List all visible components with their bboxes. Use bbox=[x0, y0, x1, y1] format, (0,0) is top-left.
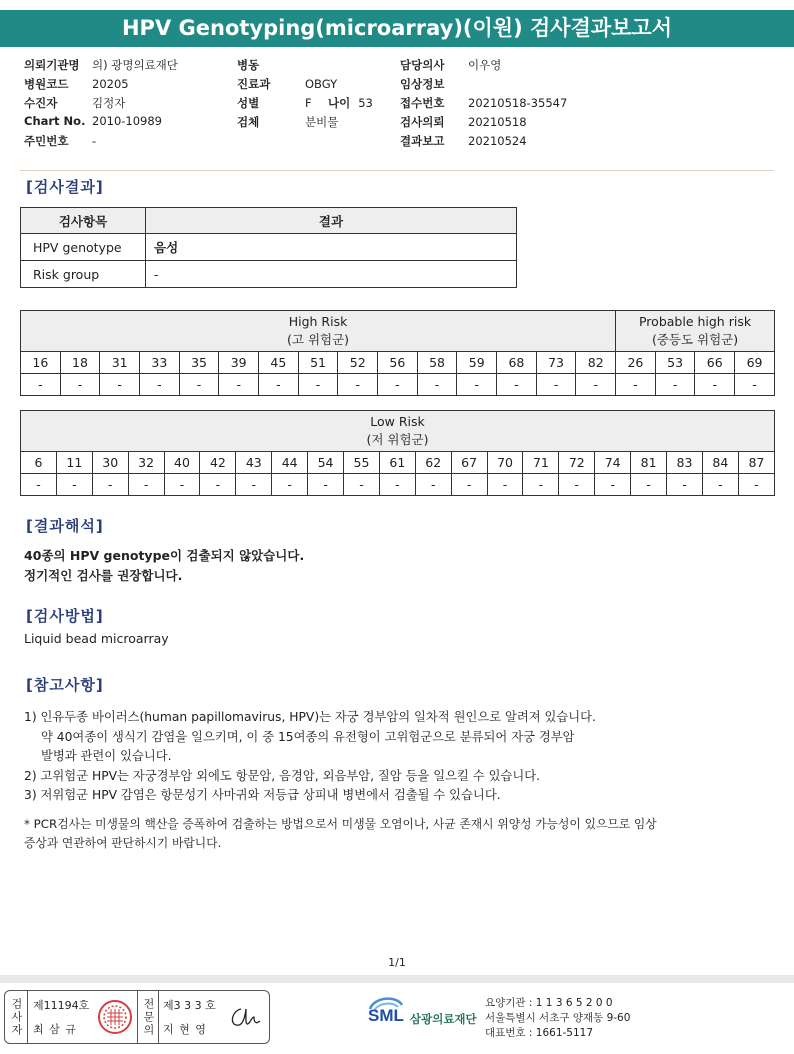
age-label: 나이 bbox=[328, 96, 351, 110]
genotype-cell: 6 bbox=[21, 452, 57, 474]
genotype-cell: 67 bbox=[451, 452, 487, 474]
header-field bbox=[24, 133, 96, 149]
org-info-line: 서울특별시 서초구 양재동 9-60 bbox=[485, 1012, 631, 1024]
genotype-result: - bbox=[236, 474, 272, 496]
header-field-value: 20210524 bbox=[468, 134, 527, 148]
genotype-cell: 87 bbox=[738, 452, 774, 474]
header-field-label: 검체 bbox=[237, 115, 260, 129]
header-field-value: 분비물 bbox=[305, 115, 339, 129]
genotype-cell: 74 bbox=[595, 452, 631, 474]
genotype-result: - bbox=[576, 374, 616, 396]
genotype-result: - bbox=[667, 474, 703, 496]
header-field bbox=[237, 114, 338, 130]
genotype-cell: 82 bbox=[576, 352, 616, 374]
probable-risk-sublabel: (중등도 위험군) bbox=[651, 332, 739, 347]
genotype-cell: 35 bbox=[179, 352, 219, 374]
signature-icon bbox=[227, 1003, 263, 1033]
header-field-value: OBGY bbox=[305, 77, 338, 91]
genotype-cell: 70 bbox=[487, 452, 523, 474]
genotype-result: - bbox=[100, 374, 140, 396]
note-line: 발병과 관련이 있습니다. bbox=[41, 749, 172, 763]
header-field-label: 검사의뢰 bbox=[400, 115, 445, 129]
age-value: 53 bbox=[358, 96, 373, 110]
report-title: HPV Genotyping(microarray)(이원) 검사결과보고서 bbox=[0, 10, 794, 47]
header-field-value: 20210518 bbox=[468, 115, 527, 129]
genotype-cell: 59 bbox=[457, 352, 497, 374]
header-field-label: 병원코드 bbox=[24, 77, 69, 91]
genotype-cell: 42 bbox=[200, 452, 236, 474]
low-risk-header bbox=[21, 411, 775, 452]
genotype-result: - bbox=[272, 474, 308, 496]
genotype-cell: 84 bbox=[702, 452, 738, 474]
footer-band bbox=[0, 975, 794, 983]
probable-risk-label: Probable high risk bbox=[638, 314, 752, 329]
high-risk-label: High Risk bbox=[288, 314, 348, 329]
header-field bbox=[24, 114, 162, 128]
specialist-no: 제3 3 3 호 bbox=[163, 999, 216, 1012]
genotype-cell: 51 bbox=[298, 352, 338, 374]
interpretation-line: 정기적인 검사를 권장합니다. bbox=[24, 568, 183, 583]
genotype-result: - bbox=[451, 474, 487, 496]
result-item: Risk group bbox=[21, 261, 146, 288]
header-field bbox=[400, 114, 527, 130]
org-info-line: 대표번호 : 1661-5117 bbox=[485, 1027, 594, 1039]
header-field bbox=[24, 76, 129, 92]
result-value: - bbox=[146, 261, 517, 288]
genotype-cell: 18 bbox=[60, 352, 100, 374]
genotype-cell: 56 bbox=[378, 352, 418, 374]
header-field-value: 이우영 bbox=[468, 58, 502, 72]
genotype-cell: 66 bbox=[695, 352, 735, 374]
genotype-result: - bbox=[259, 374, 299, 396]
header-field-label: 병동 bbox=[237, 58, 260, 72]
genotype-cell: 11 bbox=[56, 452, 92, 474]
org-name: 삼광의료재단 bbox=[410, 1012, 477, 1026]
genotype-cell: 55 bbox=[344, 452, 380, 474]
examiner-no: 제11194호 bbox=[33, 999, 90, 1012]
genotype-result: - bbox=[60, 374, 100, 396]
header-field bbox=[237, 76, 337, 92]
genotype-cell: 83 bbox=[667, 452, 703, 474]
genotype-result: - bbox=[417, 374, 457, 396]
low-risk-sublabel: (저 위험군) bbox=[366, 432, 429, 447]
genotype-result: - bbox=[179, 374, 219, 396]
org-info bbox=[485, 996, 630, 1041]
section-result-title: [검사결과] bbox=[26, 178, 104, 196]
specialist-label: 전문의 bbox=[137, 991, 159, 1043]
page-number: 1/1 bbox=[388, 956, 406, 969]
genotype-result: - bbox=[631, 474, 667, 496]
genotype-result: - bbox=[344, 474, 380, 496]
genotype-result: - bbox=[308, 474, 344, 496]
genotype-cell: 73 bbox=[536, 352, 576, 374]
header-field-label: 주민번호 bbox=[24, 134, 69, 148]
genotype-result: - bbox=[56, 474, 92, 496]
genotype-result: - bbox=[140, 374, 180, 396]
section-notes-title: [참고사항] bbox=[26, 676, 104, 694]
genotype-cell: 26 bbox=[616, 352, 656, 374]
genotype-result: - bbox=[92, 474, 128, 496]
genotype-cell: 71 bbox=[523, 452, 559, 474]
high-risk-header bbox=[21, 311, 616, 352]
genotype-cell: 43 bbox=[236, 452, 272, 474]
header-field-value: - bbox=[92, 134, 97, 148]
header-field-label: 진료과 bbox=[237, 77, 271, 91]
interpretation-text bbox=[24, 546, 304, 586]
genotype-cell: 44 bbox=[272, 452, 308, 474]
header-field-label: 수진자 bbox=[24, 96, 58, 110]
genotype-result: - bbox=[457, 374, 497, 396]
result-table bbox=[20, 207, 517, 288]
header-field-label: Chart No. bbox=[24, 114, 86, 128]
footnote bbox=[24, 815, 657, 853]
genotype-cell: 62 bbox=[415, 452, 451, 474]
genotype-result: - bbox=[735, 374, 775, 396]
genotype-result: - bbox=[378, 374, 418, 396]
header-field-value: 20205 bbox=[92, 77, 129, 91]
divider bbox=[20, 170, 774, 171]
genotype-cell: 54 bbox=[308, 452, 344, 474]
footnote-line: 증상과 연관하여 판단하시기 바랍니다. bbox=[24, 836, 222, 850]
header-field-label: 담당의사 bbox=[400, 58, 445, 72]
header-field-value: F bbox=[305, 96, 312, 110]
header-field bbox=[400, 95, 567, 111]
header-field bbox=[400, 57, 501, 73]
note-line: 약 40여종이 생식기 감염을 일으키며, 이 중 15여종의 유전형이 고위험군으로 분류되어 자궁 경부암 bbox=[41, 729, 575, 744]
genotype-result: - bbox=[655, 374, 695, 396]
genotype-cell: 53 bbox=[655, 352, 695, 374]
header-field-value: 의) 광명의료재단 bbox=[92, 58, 178, 72]
probable-risk-header bbox=[616, 311, 775, 352]
genotype-result: - bbox=[695, 374, 735, 396]
genotype-result: - bbox=[559, 474, 595, 496]
genotype-result: - bbox=[738, 474, 774, 496]
genotype-cell: 31 bbox=[100, 352, 140, 374]
genotype-cell: 52 bbox=[338, 352, 378, 374]
header-field bbox=[24, 95, 125, 111]
genotype-cell: 72 bbox=[559, 452, 595, 474]
specialist-name: 지 현 영 bbox=[163, 1023, 207, 1036]
genotype-result: - bbox=[415, 474, 451, 496]
result-header-item: 검사항목 bbox=[21, 208, 146, 234]
genotype-result: - bbox=[298, 374, 338, 396]
footnote-line: * PCR검사는 미생물의 핵산을 증폭하여 검출하는 방법으로서 미생물 오염이나, 사균 존재시 위양성 가능성이 있으므로 임상 bbox=[24, 817, 657, 831]
low-risk-label: Low Risk bbox=[370, 414, 425, 429]
genotype-result: - bbox=[21, 374, 61, 396]
header-field bbox=[24, 57, 178, 73]
table-row bbox=[21, 261, 517, 288]
header-info bbox=[24, 57, 774, 152]
examiner-label: 검사자 bbox=[5, 991, 28, 1043]
examiner-name: 최 삼 규 bbox=[33, 1023, 77, 1036]
genotype-result: - bbox=[523, 474, 559, 496]
note-line: 2) 고위험군 HPV는 자궁경부암 외에도 항문암, 음경암, 외음부암, 질암 등을 일으킬 수 있습니다. bbox=[24, 768, 540, 783]
genotype-result: - bbox=[219, 374, 259, 396]
genotype-cell: 39 bbox=[219, 352, 259, 374]
header-field bbox=[237, 57, 305, 73]
header-field-label: 접수번호 bbox=[400, 96, 445, 110]
section-interpretation-title: [결과해석] bbox=[26, 517, 104, 535]
header-field bbox=[237, 95, 312, 111]
note-line: 3) 저위험군 HPV 감염은 항문성기 사마귀와 저등급 상피내 병변에서 검출될 수 있습니다. bbox=[24, 788, 501, 802]
header-field-label: 결과보고 bbox=[400, 134, 445, 148]
genotype-result: - bbox=[536, 374, 576, 396]
genotype-cell: 32 bbox=[128, 452, 164, 474]
table-row bbox=[21, 234, 517, 261]
interpretation-line: 40종의 HPV genotype이 검출되지 않았습니다. bbox=[24, 548, 305, 563]
genotype-result: - bbox=[200, 474, 236, 496]
header-field-value: 20210518-35547 bbox=[468, 96, 568, 110]
header-field bbox=[400, 76, 468, 92]
genotype-cell: 45 bbox=[259, 352, 299, 374]
genotype-result: - bbox=[164, 474, 200, 496]
header-field-value: 김정자 bbox=[92, 96, 126, 110]
genotype-cell: 81 bbox=[631, 452, 667, 474]
genotype-result: - bbox=[497, 374, 537, 396]
result-item: HPV genotype bbox=[21, 234, 146, 261]
genotype-cell: 30 bbox=[92, 452, 128, 474]
header-field-label: 성별 bbox=[237, 96, 260, 110]
notes-text bbox=[24, 708, 596, 806]
genotype-result: - bbox=[487, 474, 523, 496]
header-field bbox=[400, 133, 527, 149]
genotype-result: - bbox=[702, 474, 738, 496]
result-value: 음성 bbox=[146, 234, 517, 261]
seal-stamp-icon bbox=[97, 999, 133, 1035]
method-text: Liquid bead microarray bbox=[24, 631, 169, 646]
note-line: 1) 인유두종 바이러스(human papillomavirus, HPV)는 자궁 경부암의 일차적 원인으로 알려져 있습니다. bbox=[24, 710, 596, 724]
section-method-title: [검사방법] bbox=[26, 607, 104, 625]
header-field-value: 2010-10989 bbox=[92, 114, 162, 128]
genotype-cell: 61 bbox=[379, 452, 415, 474]
genotype-result: - bbox=[595, 474, 631, 496]
header-field-label: 의뢰기관명 bbox=[24, 58, 80, 72]
genotype-result: - bbox=[338, 374, 378, 396]
header-field-label: 임상정보 bbox=[400, 77, 445, 91]
sml-logo-text: SML bbox=[368, 1006, 404, 1025]
genotype-cell: 16 bbox=[21, 352, 61, 374]
signature-box bbox=[4, 990, 270, 1044]
genotype-result: - bbox=[616, 374, 656, 396]
genotype-result: - bbox=[379, 474, 415, 496]
org-info-line: 요양기관 : 1 1 3 6 5 2 0 0 bbox=[485, 997, 613, 1009]
genotype-cell: 33 bbox=[140, 352, 180, 374]
genotype-cell: 69 bbox=[735, 352, 775, 374]
result-header-value: 결과 bbox=[146, 208, 517, 234]
high-risk-table bbox=[20, 310, 775, 396]
genotype-cell: 58 bbox=[417, 352, 457, 374]
low-risk-table bbox=[20, 410, 775, 496]
genotype-cell: 68 bbox=[497, 352, 537, 374]
genotype-cell: 40 bbox=[164, 452, 200, 474]
genotype-result: - bbox=[128, 474, 164, 496]
high-risk-sublabel: (고 위험군) bbox=[287, 332, 350, 347]
genotype-result: - bbox=[21, 474, 57, 496]
